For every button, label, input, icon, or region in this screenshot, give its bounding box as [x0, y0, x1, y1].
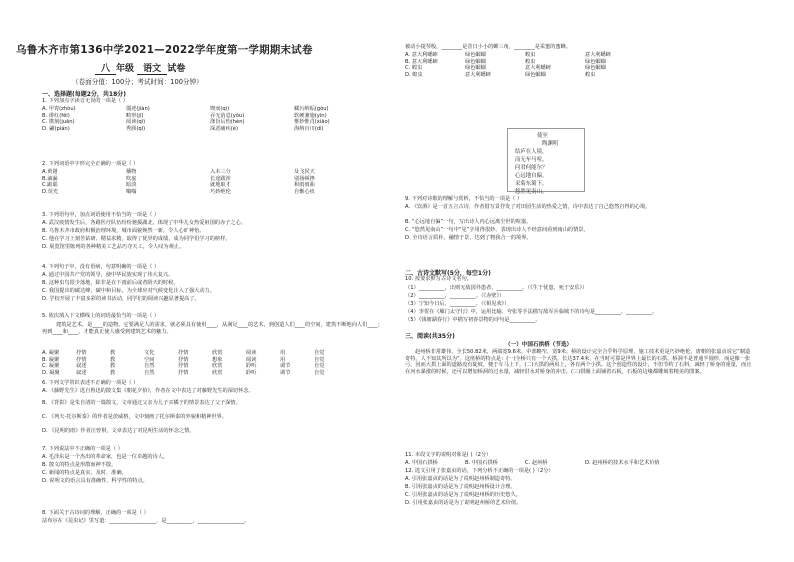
question-2: 2. 下列词语中字形完全正确的一项是（ ）	[42, 161, 139, 167]
q5-option-row: C. 凝聚 叙述 教 自然 抒情 欣赏 聆听 调节 自觉	[42, 363, 325, 370]
q7-option: D. 说明文的语言具有准确性、科学性的特点。	[42, 478, 148, 484]
passage-text: 赵州桥非常雄伟，全长50.82米，两端宽9.6米，中部略窄，宽9米。桥的设计完全合乎科学原理，施工技术更是巧妙绝伦。唐朝的张嘉贞说它“制造奇特，人不知其所以为”。这座桥的特点是：(一)全桥只有一个大拱，长达37.4米，在当时可算是世界上最长的石拱。桥洞不是普通半圆形，而是像一张弓，因而大拱上面的道路没有陡坡，便于车马上下。(二)大拱的两肩上，各有两个小拱。这个创造性的设计，不但节约了石料，减轻了桥身的重量，而且在河水暴涨的时候，还可以增加桥洞的过水量，减轻洪水对桥身的冲击。(三)拱圈上面铺着石板，石板的边缘都雕刻着精美的图案。	[405, 349, 752, 376]
q12-option: B. 引用张嘉贞的话是为了说明赵州桥设计合理。	[405, 484, 516, 490]
q8-option-row: D. 蝗虫 意大利蟋蟀 绿色蝈蝈 蝗虫	[405, 71, 596, 78]
question-9: 9. 下列对诗歌的理解与赏析，不恰当的一项是（ ）	[405, 196, 523, 202]
question-11: 11. 本段文字的说明对象是( )（2分）	[405, 452, 492, 458]
q5-option-row: D. 凝聚 叙述 教 自然 抒情 欣赏 聆听 调节 自觉	[42, 369, 325, 376]
q8-text: 法布尔在《昆虫记》里写道：__________________，是__________，__________________。	[42, 518, 250, 524]
q10-item: （5）《钱塘湖春行》中描写初春景物的诗句是__________。	[405, 317, 541, 323]
q6-option: D. 《昆明的雨》作者汪曾祺，文章表达了对昆明生活的怀念之情。	[42, 428, 195, 434]
q1-option-row: C. 镌刻(juān) 阅读(qì) 涤旨后怡(hèn) 惟妙惟肖(xiāo)	[42, 119, 330, 126]
question-10: 10. 按要求默写古诗文名句。	[405, 276, 472, 282]
q3-option: A. 武汉疫情发生后，各路医疗队伍纷纷驰援湖北，体现了中华儿女热爱祖国的赤子之心。	[42, 220, 246, 226]
q7-option: B. 散文的特点是形散而神不散。	[42, 462, 117, 468]
q6-option: B. 《背影》是朱自清的一篇散文，文章通过父亲为儿子买橘子的情景表达了父子深情。	[42, 400, 241, 406]
question-1: 1. 下列加点字读音无误的一项是（ ）	[42, 98, 129, 104]
q6-option: C. 《列夫·托尔斯泰》的作者是茨威格，文中刻画了托尔斯泰的外貌和精神世界。	[42, 414, 227, 420]
poem-line: 问君何能尔？	[515, 165, 548, 171]
passage-title: （一）中国石拱桥（节选）	[505, 342, 573, 348]
q4-option: A. 通过中国共产党的领导，使中华民族实现了伟大复兴。	[42, 272, 174, 278]
poem-line: 采菊东篱下，	[515, 181, 548, 187]
grade-suffix: 年级	[116, 64, 135, 74]
question-4: 4. 下列句子中，没有语病，句意明确的一项是（ ）	[42, 264, 160, 270]
q1-option-row: A. 甲胄(zhòu) 僵迹(jiàn) 锲而(qi) 藏污纳垢(gòu)	[42, 106, 329, 112]
exam-title: 乌鲁木齐市第136中学2021—2022学年度第一学期期末试卷	[16, 44, 313, 56]
q1-option-row: B. 绯红(fēi) 畸形(jī) 吞无消息(yǒu) 软硬兼施(yīn)	[42, 112, 327, 119]
q8-continued: 被动小提琴般，________是昔日小小的蝉三角，________是采蜜的蜜蜂。	[405, 44, 572, 50]
question-5: 5. 依次填入下文横线上的词语最恰当的一项是（ ）	[42, 313, 160, 319]
q4-option: D. 学校开展了丰富多彩的读书活动，同学们的阅读兴趣显著提高了。	[42, 296, 200, 302]
q9-option: A. 《饮酒》是一首五言古诗，作者借写景抒发了对田园生活的热爱之情，诗中表达了自己悠然自得的心境。	[405, 204, 651, 210]
poem	[515, 132, 558, 196]
question-3: 3. 下列语句中，加点词语使用不恰当的一项是（ ）	[42, 212, 160, 218]
section-2-heading: 二、古诗文默写(5分，每空1分)	[405, 270, 491, 277]
q8-option-row: A. 意大利蟋蟀 绿色蝈蝈 蝗虫 意大利蟋蟀	[405, 52, 611, 58]
question-6: 6. 下列文学常识表述不正确的一项是（ ）	[42, 380, 139, 386]
q5-option-row: A. 凝聚 抒情 教 文化 抒情 欣赏 阅读 用 自觉	[42, 350, 325, 356]
q5-text: 建筑是艺术，是____的造物。它要满足人的需求，就必须具有使用____，从满足____的艺术，到创造人们____的空间，建筑不断地向人们____；再到____和____，才能真正使人感受到建筑艺术的魅力。	[42, 322, 383, 335]
q4-option: B. 这种虫鸟很少落地，除非是在下雨前后或者阴天的时候。	[42, 280, 179, 286]
q10-item: （2）__________，__________。（《赤壁》）	[405, 293, 505, 299]
subject-field: 语文	[137, 61, 167, 75]
q11-options: A. 中国石拱桥 B. 中国石拱桥 C. 赵州桥 D. 赵州桥的技术水平和艺术价值	[405, 460, 660, 466]
q1-option-row: D. 翩(pián) 秀颀(qí) 深恶痛疾(é) 海纳百川(dì)	[42, 125, 324, 132]
poem-title: 使至	[537, 133, 548, 139]
q10-item: （1）__________，出则无敌国外患者，__________。（《生于忧患，死于安乐》）	[405, 285, 588, 291]
q8-option-row: C. 蝗虫 绿色蝈蝈 意大利蟋蟀 绿色蝈蝈	[405, 65, 606, 72]
q7-option: C. 新闻的特点是真实、及时、准确。	[42, 470, 127, 476]
q3-option: D. 展览馆里陈列的各种精美工艺品巧夺天工，令人叹为观止。	[42, 244, 185, 250]
q12-option: D. 引用张嘉贞的话是为了说明赵州桥的艺术价值。	[405, 500, 522, 506]
q2-option-row: D.荧光 嗡嗡 巧妙绝伦 自惭心疚	[42, 188, 315, 195]
q8-options	[405, 52, 629, 78]
q5-options	[42, 350, 348, 376]
q9-option: C. “悠然见南山”一句中“见”字用得很妙，表现出诗人不经意间看到南山的情景。	[405, 227, 589, 233]
q8-option-row: B. 意大利蟋蟀 绿色蝈蝈 蝗虫 绿色蝈蝈	[405, 58, 606, 65]
section-1-heading: 一、选择题(每题2分，共18分)	[42, 91, 127, 98]
section-3-heading: 三、阅读(共35分)	[405, 333, 455, 340]
q2-options	[42, 169, 378, 195]
q2-option-row: C.踉聪 暗淡 就地取才 和雨雨曲	[42, 182, 315, 189]
poem-line: 悠然见南山。	[515, 189, 548, 195]
q2-option-row: B.滴漏 吹虚 长途跋涉 别扬顿挫	[42, 175, 315, 182]
poem-line: 而无车马喧。	[515, 157, 548, 163]
q1-options	[42, 106, 378, 132]
q6-option: A. 《藤野先生》选自鲁迅的散文集《朝花夕拾》，作者在文中表达了对藤野先生的深切怀念。	[42, 388, 254, 394]
q10-item: （3）宁知今日后，__________。（《相见欢》）	[405, 301, 510, 307]
score-note: （卷面分值：100分；考试时间：100分钟）	[72, 78, 203, 86]
q9-option: B. “心远地自偏”一句，写出诗人内心远离尘世的喧嚣。	[405, 219, 532, 225]
q4-option: C. 我国提出的碳达峰、碳中和目标，为全球应对气候变化注入了强大动力。	[42, 288, 215, 294]
q3-option: B. 乌鲁木齐市政府积极治理环境，城市面貌焕然一新，令人心旷神怡。	[42, 228, 205, 234]
q2-option-row: A.黄翅 播物 入木三分 及飞侯天	[42, 169, 315, 175]
exam-subtitle	[95, 61, 185, 75]
q5-option-row: B. 凝聚 抒情 教 空间 抒情 想象 阅读 用 自觉	[42, 356, 325, 363]
poem-line: 心远地自偏。	[515, 173, 548, 179]
poem-line: 结庐在人境，	[515, 149, 548, 155]
question-7: 7. 下列说法中不正确的一项是（ ）	[42, 446, 123, 452]
q3-option: C. 他在学习上刻苦钻研、精益求精，取得了优异的成绩，成为同学们学习的榜样。	[42, 236, 231, 242]
q9-option: D. 全诗语言质朴，融情于景，达到了物我合一的境界。	[405, 235, 532, 241]
q12-option: A. 引用张嘉贞的话是为了说明赵州桥制造奇特。	[405, 476, 516, 482]
question-12: 12. 选文引用了张嘉贞的话，下列分析不正确的一项是( )（2分）	[405, 468, 554, 474]
q12-option: C. 引用张嘉贞的话是为了说明赵州桥的历史悠久。	[405, 492, 521, 498]
grade-field: 八	[95, 61, 116, 75]
q10-item: （4）李贺在《雁门太守行》中，运用比喻、夸张等手法描写敌军兵临城下的诗句是__________，__________。	[405, 309, 658, 315]
paper-label: 试卷	[167, 64, 186, 74]
q7-option: A. 毛泽东是一个杰出的革命家，也是一位卓越的诗人。	[42, 454, 169, 460]
poem-author: 陶渊明	[542, 141, 559, 147]
question-8: 8. 下面关于古诗词的理解，正确的一项是（ ）	[42, 510, 149, 516]
